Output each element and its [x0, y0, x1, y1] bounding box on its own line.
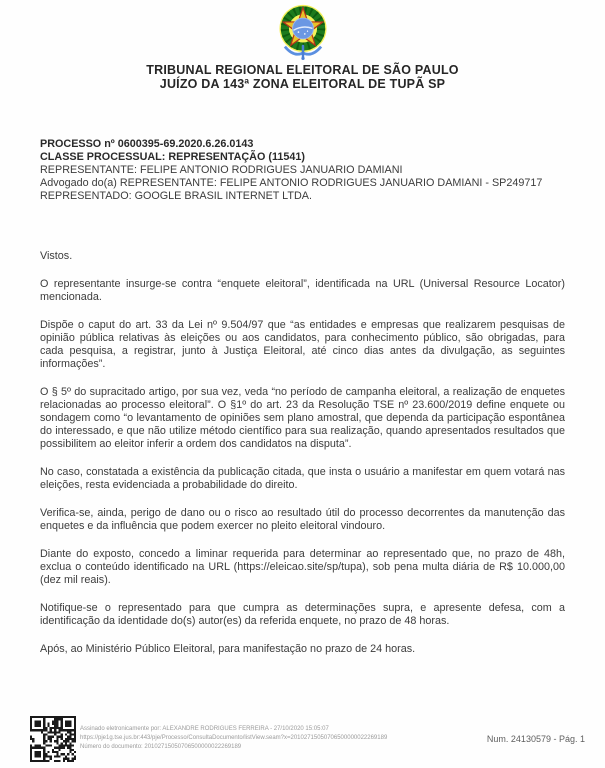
process-representante: REPRESENTANTE: FELIPE ANTONIO RODRIGUES JANUARIO DAMIANI	[40, 164, 403, 176]
court-subtitle: JUÍZO DA 143ª ZONA ELEITORAL DE TUPÃ SP	[159, 77, 446, 91]
process-number: PROCESSO nº 0600395-69.2020.6.26.0143	[40, 138, 254, 150]
document-number: Número do documento: 20102715050706500000022269189	[80, 744, 242, 750]
signature-line: Assinado eletronicamente por: ALEXANDRE RODRIGUES FERREIRA - 27/10/2020 15:05:07	[80, 726, 329, 732]
paragraph: Notifique-se o representado para que cumpra as determinações supra, e apresente defesa, com a identificação da identidade do(s) autor(es) da referida enquete, no prazo de 48 horas.	[40, 602, 565, 627]
court-title: TRIBUNAL REGIONAL ELEITORAL DE SÃO PAULO	[146, 63, 459, 77]
decision-body	[40, 250, 565, 656]
page-reference: Num. 24130579 - Pág. 1	[486, 734, 585, 744]
paragraph: No caso, constatada a existência da publicação citada, que insta o usuário a manifestar em quem votará nas eleições, resta evidenciada a probabilidade do direito.	[40, 466, 565, 491]
paragraph: Dispõe o caput do art. 33 da Lei nº 9.504/97 que “as entidades e empresas que realizarem pesquisas de opinião pública relativas às eleições ou aos candidatos, para conhecimento público, são obrigadas, para cada pesquisa, a registrar, junto à Justiça Eleitoral, até cinco dias antes da divulgação, as seguintes informações”.	[40, 319, 565, 370]
paragraph: O representante insurge-se contra “enquete eleitoral”, identificada na URL (Universal Resource Locator) mencionada.	[40, 278, 565, 303]
paragraph-vistos: Vistos.	[40, 250, 73, 262]
signature-stamp	[80, 725, 387, 752]
process-info-block	[40, 128, 565, 203]
brazil-coat-of-arms-icon	[274, 3, 332, 63]
document-header	[0, 0, 605, 91]
paragraph-decision: Diante do exposto, concedo a liminar requerida para determinar ao representado que, no prazo de 48h, exclua o conteúdo identificado na URL (https://eleicao.site/sp/tupa), sob pena multa diária de R$ 10.000,00 (dez mil reais).	[40, 548, 565, 586]
qr-code-icon	[30, 716, 76, 762]
paragraph: O § 5º do supracitado artigo, por sua vez, veda “no período de campanha eleitoral, a realização de enquetes relacionadas ao processo eleitoral”. O §1º do art. 23 da Resolução TSE nº 23.600/2019 define enquete ou sondagem como “o levantamento de opiniões sem plano amostral, que dependa da participação espontânea do interessado, e que não utilize método científico para sua realização, quando apresentados resultados que possibilitem ao eleitor inferir a ordem dos candidatos na disputa”.	[40, 386, 565, 450]
signature-url: https://pje1g.tse.jus.br:443/pje/Processo/ConsultaDocumento/listView.seam?x=20102715050706500000022269189	[80, 735, 388, 741]
process-class: CLASSE PROCESSUAL: REPRESENTAÇÃO (11541)	[40, 151, 305, 163]
process-advogado: Advogado do(a) REPRESENTANTE: FELIPE ANTONIO RODRIGUES JANUARIO DAMIANI - SP249717	[40, 177, 543, 189]
paragraph: Verifica-se, ainda, perigo de dano ou o risco ao resultado útil do processo decorrentes da manutenção das enquetes e da influência que podem exercer no pleito eleitoral vindouro.	[40, 507, 565, 532]
paragraph: Após, ao Ministério Público Eleitoral, para manifestação no prazo de 24 horas.	[40, 643, 416, 655]
process-representado: REPRESENTADO: GOOGLE BRASIL INTERNET LTDA.	[40, 190, 312, 202]
